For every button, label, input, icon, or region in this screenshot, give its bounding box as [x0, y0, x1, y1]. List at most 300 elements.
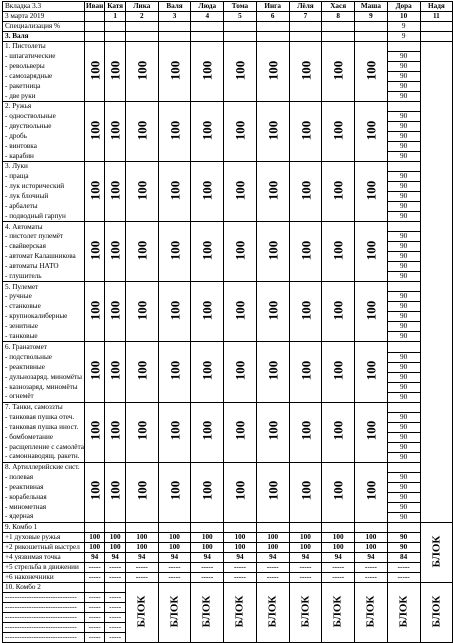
full-score-cell: [125, 102, 158, 162]
group-title: 7. Танки, самоззты: [3, 402, 85, 412]
blank-cell: [387, 282, 420, 292]
full-score-cell: [84, 282, 105, 342]
blank-cell: [387, 102, 420, 112]
full-score-cell: [355, 42, 388, 102]
combo2-row-label: ------------------------------: [3, 612, 85, 622]
dora-score: 90: [387, 232, 420, 242]
full-score-text: 100: [363, 300, 379, 321]
blank-cell: [387, 522, 420, 532]
group-item-label: - казнозаряд. миномёты: [3, 382, 85, 392]
full-score-cell: [289, 402, 322, 462]
blank-cell: [322, 22, 355, 32]
column-header-6: Инга: [256, 2, 289, 12]
blok-text: БЛОК: [397, 595, 410, 628]
full-score-cell: [256, 42, 289, 102]
full-score-cell: [224, 462, 257, 522]
blank-cell: [84, 522, 105, 532]
full-score-cell: [322, 342, 355, 402]
column-header-0: Иван: [86, 2, 104, 10]
blok-text: БЛОК: [168, 595, 181, 628]
full-score-text: 100: [330, 420, 346, 441]
combo1-value: -----: [158, 572, 191, 582]
full-score-cell: [105, 42, 126, 102]
blank-cell: [289, 22, 322, 32]
blank-cell: [256, 22, 289, 32]
blok-text: БЛОК: [364, 595, 377, 628]
full-score-cell: [191, 342, 224, 402]
date-row: [3, 12, 453, 22]
blank-cell: [158, 32, 191, 42]
combo1-value: -----: [256, 562, 289, 572]
full-score-cell: [125, 42, 158, 102]
full-score-text: 100: [330, 60, 346, 80]
spec-row: [3, 22, 453, 32]
blok-cell: [355, 582, 388, 642]
full-score-cell: [289, 462, 322, 522]
combo1-value: 94: [224, 552, 257, 562]
blok-text: БЛОК: [135, 595, 148, 628]
blank-cell: [191, 32, 224, 42]
combo1-value: -----: [322, 572, 355, 582]
combo1-row: [3, 542, 453, 552]
column-number-0: [84, 12, 105, 22]
blank-cell: [322, 32, 355, 42]
full-score-cell: [191, 42, 224, 102]
dora-score: 90: [387, 352, 420, 362]
column-header-7: Лёля: [289, 2, 322, 12]
full-score-text: 100: [330, 240, 346, 261]
column-number-8: 8: [322, 12, 355, 22]
full-score-cell: [158, 342, 191, 402]
full-score-cell: [84, 222, 105, 282]
dora-score: 90: [387, 482, 420, 492]
group-item-label: - крупнокалиберные: [3, 312, 85, 322]
dora-score: 90: [387, 262, 420, 272]
full-score-cell: [105, 462, 126, 522]
full-score-text: 100: [297, 180, 313, 200]
group-title-row: [3, 222, 453, 232]
combo1-value: -----: [105, 572, 126, 582]
full-score-text: 100: [167, 360, 182, 381]
dora-score: 90: [387, 242, 420, 252]
group-title-row: [3, 102, 453, 112]
combo2-dash: -----: [84, 622, 105, 632]
blank-cell: [125, 522, 158, 532]
group-item-label: - одноствольные: [3, 112, 85, 122]
combo2-row-label: ------------------------------: [3, 602, 85, 612]
combo1-value: 90: [387, 542, 420, 552]
full-score-text: 100: [87, 360, 103, 381]
combo1-row-label: +1 духовые ружья: [3, 532, 85, 542]
full-score-cell: [105, 402, 126, 462]
group-item-label: - дробь: [3, 132, 85, 142]
combo1-value: 100: [158, 542, 191, 552]
group-title-row: [3, 402, 453, 412]
column-header-1: Катя: [105, 2, 126, 12]
dora-score: 90: [387, 322, 420, 332]
combo1-value: 100: [191, 532, 224, 542]
combo1-value: 100: [125, 542, 158, 552]
full-score-cell: [256, 162, 289, 222]
full-score-cell: [289, 162, 322, 222]
combo1-row-label: +2 рикошетный выстрел: [3, 542, 85, 552]
combo1-title: 9. Комбо 1: [3, 522, 85, 532]
full-score-cell: [191, 282, 224, 342]
combo1-value: 100: [256, 532, 289, 542]
dora-score: 90: [387, 392, 420, 402]
full-score-text: 100: [232, 120, 248, 140]
nadya-empty-column: [420, 42, 453, 523]
column-header-9: Маша: [355, 2, 388, 12]
dora-score: 90: [387, 192, 420, 202]
blank-cell: [158, 22, 191, 32]
full-score-cell: [191, 462, 224, 522]
full-score-text: 100: [363, 180, 379, 200]
full-score-text: 100: [265, 240, 281, 261]
combo1-value: 100: [84, 532, 105, 542]
combo1-value: 100: [191, 542, 224, 552]
full-score-text: 100: [330, 120, 346, 140]
full-score-cell: [256, 222, 289, 282]
group-item-label: - лук блочный: [3, 192, 85, 202]
full-score-text: 100: [87, 480, 103, 501]
full-score-cell: [191, 162, 224, 222]
full-score-text: 100: [167, 480, 182, 501]
combo1-value: 100: [125, 532, 158, 542]
group-item-label: - танковые: [3, 332, 85, 342]
full-score-cell: [322, 102, 355, 162]
group-title-row: [3, 42, 453, 52]
blok-cell: [322, 582, 355, 642]
blank-cell: [420, 32, 453, 42]
full-score-cell: [191, 402, 224, 462]
dora-score: 90: [387, 432, 420, 442]
dora-score: 90: [387, 412, 420, 422]
dora-score: 90: [387, 362, 420, 372]
group-item-label: - пистолет пулемёт: [3, 232, 85, 242]
blok-cell: [191, 582, 224, 642]
blank-cell: [387, 342, 420, 352]
spec-label: Специализация %: [3, 22, 85, 32]
full-score-text: 100: [363, 240, 379, 261]
combo2-title-row: [3, 582, 453, 592]
group-item-label: - лук исторический: [3, 182, 85, 192]
blank-cell: [387, 402, 420, 412]
blank-cell: [105, 582, 126, 592]
blank-cell: [256, 32, 289, 42]
full-score-text: 100: [199, 180, 215, 200]
full-score-cell: [289, 342, 322, 402]
group-item-label: - огнемёт: [3, 392, 85, 402]
full-score-text: 100: [107, 420, 123, 441]
full-score-text: 100: [199, 240, 215, 261]
blank-cell: [289, 32, 322, 42]
group-item-label: - автоматы НАТО: [3, 262, 85, 272]
blok-text: БЛОК: [200, 595, 213, 628]
column-number-5: 5: [224, 12, 257, 22]
combo1-value: 94: [191, 552, 224, 562]
full-score-text: 100: [232, 420, 248, 441]
full-score-text: 100: [363, 360, 379, 381]
group-title: 4. Автоматы: [3, 222, 85, 232]
combo1-row: [3, 572, 453, 582]
full-score-text: 100: [107, 240, 123, 261]
blok-text: БЛОК: [429, 535, 442, 568]
blok-text: БЛОК: [331, 595, 344, 628]
combo1-value: -----: [224, 572, 257, 582]
full-score-text: 100: [107, 180, 123, 200]
full-score-cell: [289, 282, 322, 342]
full-score-cell: [224, 282, 257, 342]
column-number-9: 9: [355, 12, 388, 22]
full-score-text: 100: [134, 240, 150, 261]
blank-cell: [224, 32, 257, 42]
blank-cell: [224, 22, 257, 32]
combo2-row-label: ------------------------------: [3, 622, 85, 632]
dora-score: 90: [387, 172, 420, 182]
full-score-text: 100: [232, 300, 248, 321]
full-score-text: 100: [232, 180, 248, 200]
full-score-text: 100: [87, 120, 103, 140]
combo1-value: 100: [355, 532, 388, 542]
blank-cell: [355, 22, 388, 32]
full-score-cell: [158, 402, 191, 462]
full-score-cell: [256, 462, 289, 522]
dora-score: 90: [387, 472, 420, 482]
group-item-label: - корабельная: [3, 492, 85, 502]
blok-text: БЛОК: [429, 595, 442, 628]
full-score-text: 100: [134, 120, 150, 140]
blok-cell: [256, 582, 289, 642]
full-score-cell: [224, 402, 257, 462]
full-score-cell: [355, 162, 388, 222]
full-score-text: 100: [87, 180, 103, 200]
blok-text: БЛОК: [266, 595, 279, 628]
full-score-text: 100: [330, 180, 346, 200]
combo1-value: 100: [355, 542, 388, 552]
group-item-label: - револьверы: [3, 62, 85, 72]
full-score-text: 100: [297, 360, 313, 381]
dora-score: 90: [387, 452, 420, 462]
full-score-text: 100: [199, 300, 215, 321]
blank-cell: [191, 22, 224, 32]
blok-text: БЛОК: [298, 595, 311, 628]
dora-score: 90: [387, 62, 420, 72]
full-score-text: 100: [363, 120, 379, 140]
combo2-dash: -----: [105, 632, 126, 642]
full-score-cell: [158, 42, 191, 102]
group-item-label: - двуствольные: [3, 122, 85, 132]
full-score-text: 100: [265, 420, 281, 441]
blank-cell: [84, 32, 105, 42]
column-header-3: Валя: [158, 2, 191, 12]
blank-cell: [158, 522, 191, 532]
blank-cell: [387, 462, 420, 472]
blank-cell: [105, 522, 126, 532]
combo2-row-label: ------------------------------: [3, 592, 85, 602]
full-score-text: 100: [134, 420, 150, 441]
combo1-value: 94: [256, 552, 289, 562]
full-score-text: 100: [297, 300, 313, 321]
group-item-label: - ручные: [3, 292, 85, 302]
column-number-3: 3: [158, 12, 191, 22]
dora-score: 90: [387, 312, 420, 322]
full-score-text: 100: [265, 180, 281, 200]
full-score-cell: [224, 102, 257, 162]
combo1-value: 94: [84, 552, 105, 562]
full-score-cell: [355, 282, 388, 342]
group-item-label: - автомат Калашникова: [3, 252, 85, 262]
full-score-text: 100: [265, 300, 281, 321]
combo1-title-row: [3, 522, 453, 532]
combo1-value: -----: [84, 562, 105, 572]
dora-score: 90: [387, 372, 420, 382]
dora-score: 90: [387, 152, 420, 162]
combo2-row-label: ------------------------------: [3, 632, 85, 642]
full-score-text: 100: [330, 360, 346, 381]
blank-cell: [105, 22, 126, 32]
full-score-text: 100: [199, 360, 215, 381]
combo1-value: 94: [355, 552, 388, 562]
dora-score: 90: [387, 132, 420, 142]
combo1-value: 94: [105, 552, 126, 562]
full-score-cell: [125, 402, 158, 462]
full-score-text: 100: [134, 180, 150, 200]
group-item-label: - танковая пушка иност.: [3, 422, 85, 432]
full-score-text: 100: [265, 480, 281, 501]
weapon-specialization-table: [2, 1, 453, 643]
column-number-7: 7: [289, 12, 322, 22]
full-score-text: 100: [134, 300, 150, 321]
full-score-cell: [105, 282, 126, 342]
blank-cell: [105, 32, 126, 42]
full-score-cell: [322, 462, 355, 522]
combo1-value: -----: [125, 562, 158, 572]
sheet-title: Вкладка 3.3: [3, 2, 85, 12]
combo1-value: -----: [322, 562, 355, 572]
full-score-cell: [289, 222, 322, 282]
group-title: 5. Пулемет: [3, 282, 85, 292]
combo1-value: 84: [387, 552, 420, 562]
dora-score: 90: [387, 442, 420, 452]
combo1-row: [3, 552, 453, 562]
dora-score: 90: [387, 112, 420, 122]
full-score-text: 100: [87, 60, 103, 80]
full-score-cell: [105, 342, 126, 402]
full-score-cell: [158, 102, 191, 162]
dora-score: 90: [387, 422, 420, 432]
blank-cell: [355, 522, 388, 532]
group-item-label: - зенитные: [3, 322, 85, 332]
combo2-dash: -----: [105, 592, 126, 602]
group-item-label: - шпагатические: [3, 52, 85, 62]
full-score-cell: [158, 222, 191, 282]
full-score-cell: [125, 282, 158, 342]
group-item-label: - минометная: [3, 502, 85, 512]
blank-cell: [84, 22, 105, 32]
combo1-value: 100: [322, 532, 355, 542]
blok-cell: [387, 582, 420, 642]
group-title: 3. Луки: [3, 162, 85, 172]
combo1-value: 100: [289, 542, 322, 552]
combo1-value: 94: [158, 552, 191, 562]
full-score-cell: [322, 402, 355, 462]
dora-score: 90: [387, 52, 420, 62]
combo1-value: 100: [224, 532, 257, 542]
group-item-label: - самоннаводящ. ракетн.: [3, 452, 85, 462]
full-score-cell: [224, 42, 257, 102]
full-score-text: 100: [363, 60, 379, 80]
full-score-text: 100: [107, 120, 123, 140]
group-item-label: - праща: [3, 172, 85, 182]
dora-score: 90: [387, 72, 420, 82]
full-score-text: 100: [167, 180, 182, 200]
dora-score: 90: [387, 212, 420, 222]
combo2-dash: -----: [84, 612, 105, 622]
full-score-text: 100: [199, 120, 215, 140]
full-score-text: 100: [199, 480, 215, 501]
group-item-label: - бомбометание: [3, 432, 85, 442]
full-score-text: 100: [265, 120, 281, 140]
combo2-dash: -----: [105, 612, 126, 622]
combo1-value: 100: [289, 532, 322, 542]
dora-score: 90: [387, 272, 420, 282]
blank-cell: [387, 42, 420, 52]
column-number-2: 2: [125, 12, 158, 22]
column-header-2: Лика: [125, 2, 158, 12]
full-score-cell: [256, 282, 289, 342]
full-score-cell: [158, 162, 191, 222]
combo1-value: -----: [158, 562, 191, 572]
combo1-value: -----: [289, 562, 322, 572]
combo1-row: [3, 562, 453, 572]
blank-cell: [125, 22, 158, 32]
full-score-text: 100: [167, 120, 182, 140]
section-label: 3. Валя: [3, 32, 85, 42]
section-value: 9: [387, 32, 420, 42]
combo1-value: -----: [387, 562, 420, 572]
full-score-text: 100: [87, 300, 103, 321]
full-score-cell: [191, 102, 224, 162]
dora-score: 90: [387, 252, 420, 262]
full-score-text: 100: [297, 480, 313, 501]
combo2-dash: -----: [105, 622, 126, 632]
group-item-label: - подствольные: [3, 352, 85, 362]
full-score-text: 100: [134, 60, 150, 80]
full-score-text: 100: [87, 420, 103, 441]
blok-text: БЛОК: [233, 595, 246, 628]
full-score-text: 100: [363, 480, 379, 501]
combo1-value: 100: [105, 532, 126, 542]
group-item-label: - ракетница: [3, 82, 85, 92]
column-header-5: Тома: [224, 2, 257, 12]
combo1-value: -----: [105, 562, 126, 572]
full-score-text: 100: [134, 480, 150, 501]
full-score-text: 100: [87, 240, 103, 261]
group-item-label: - две руки: [3, 92, 85, 102]
full-score-text: 100: [107, 60, 123, 80]
dora-score: 90: [387, 302, 420, 312]
group-item-label: - танковая пушка отеч.: [3, 412, 85, 422]
blank-cell: [256, 522, 289, 532]
combo1-value: 94: [125, 552, 158, 562]
full-score-text: 100: [330, 300, 346, 321]
combo1-row-label: +6 наконечники: [3, 572, 85, 582]
full-score-text: 100: [297, 240, 313, 261]
blank-cell: [387, 162, 420, 172]
nadya-blok-cell: [420, 522, 453, 582]
full-score-cell: [224, 162, 257, 222]
